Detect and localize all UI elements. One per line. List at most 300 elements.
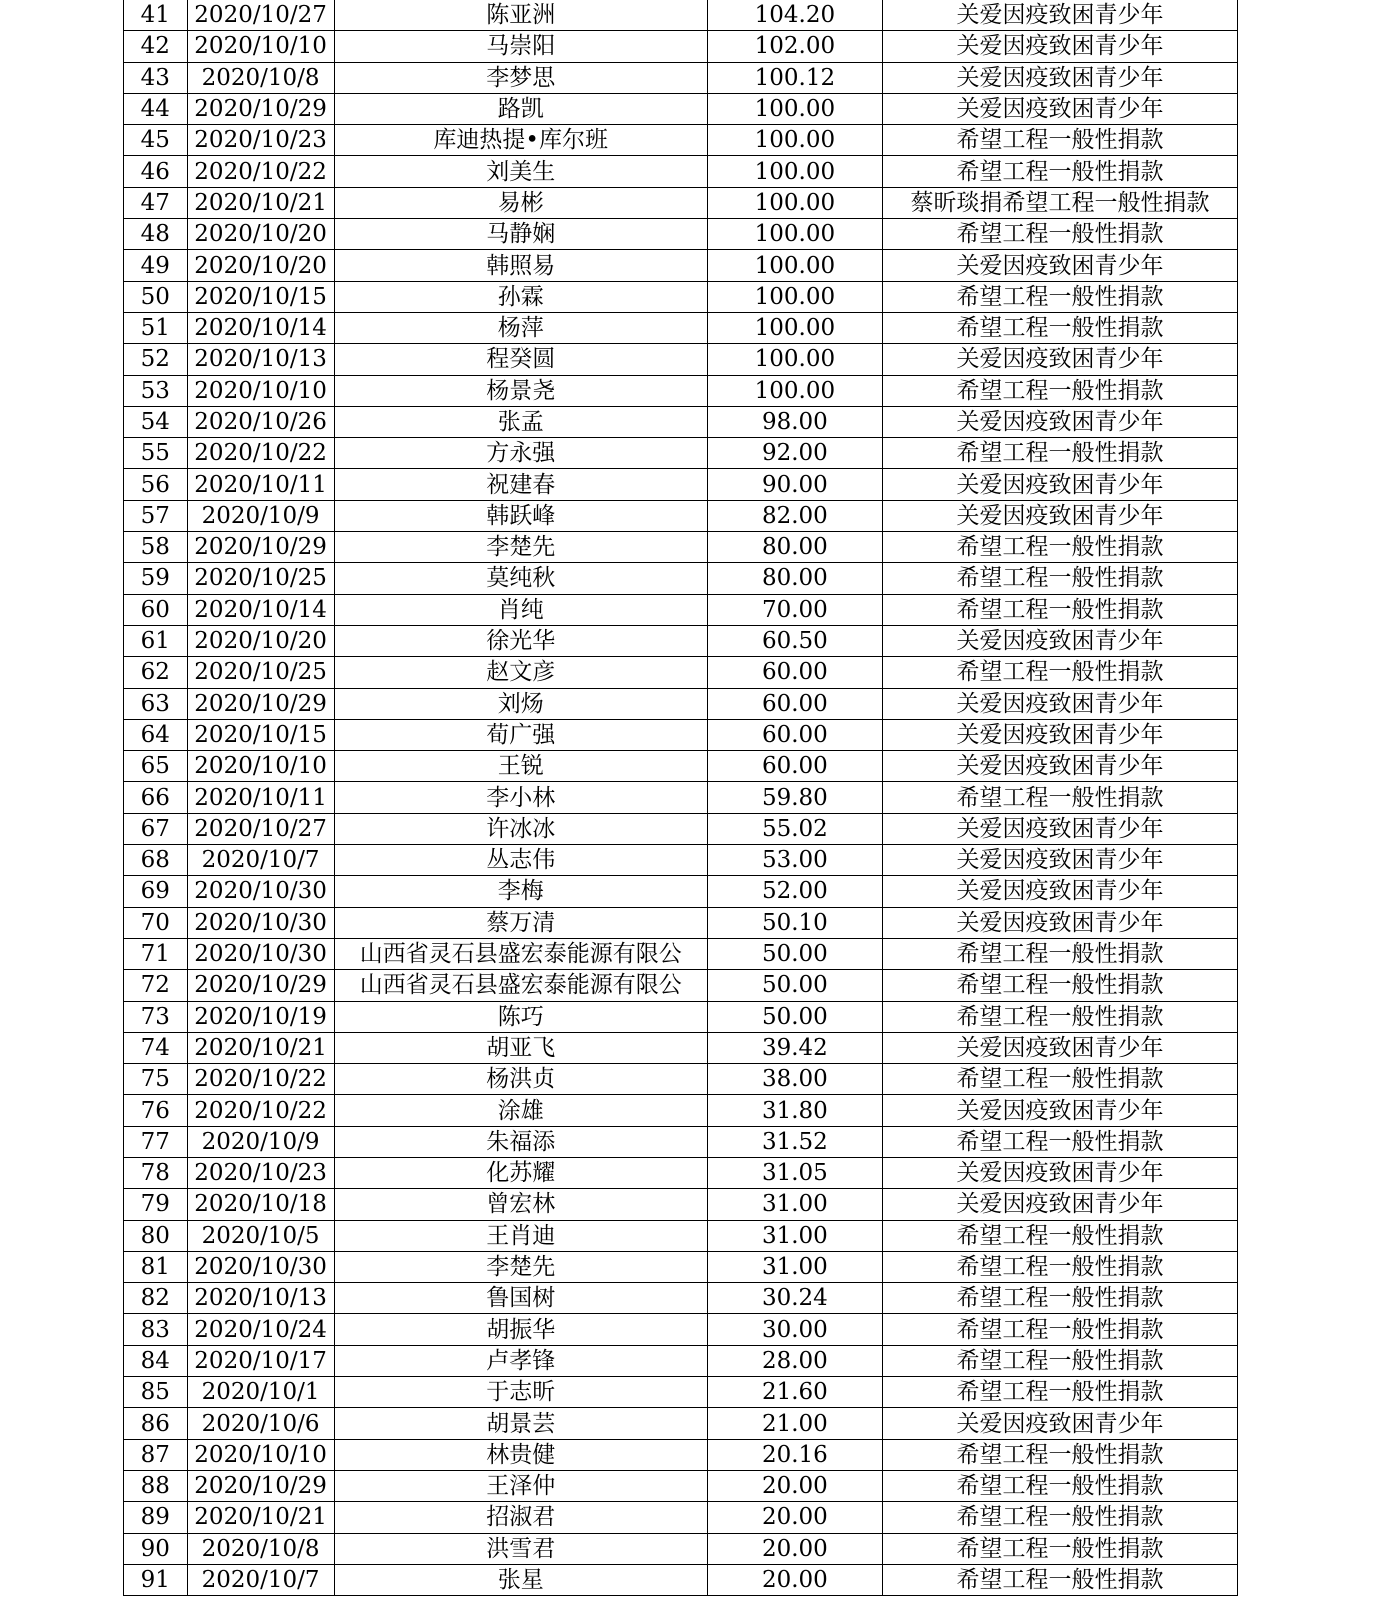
amount-cell: 20.00 — [707, 1470, 882, 1501]
table-row — [124, 1345, 1238, 1376]
donor-name-cell: 王泽仲 — [334, 1470, 707, 1501]
date-cell: 2020/10/25 — [187, 657, 334, 688]
amount-cell: 90.00 — [707, 469, 882, 500]
table-row — [124, 657, 1238, 688]
date-cell: 2020/10/21 — [187, 187, 334, 218]
row-number-cell: 56 — [124, 469, 188, 500]
amount-cell: 98.00 — [707, 406, 882, 437]
amount-cell: 70.00 — [707, 594, 882, 625]
donor-name-cell: 莫纯秋 — [334, 563, 707, 594]
row-number-cell: 64 — [124, 719, 188, 750]
donor-name-cell: 李楚先 — [334, 532, 707, 563]
donor-name-cell: 易彬 — [334, 187, 707, 218]
amount-cell: 100.00 — [707, 125, 882, 156]
amount-cell: 52.00 — [707, 876, 882, 907]
row-number-cell: 45 — [124, 125, 188, 156]
date-cell: 2020/10/29 — [187, 93, 334, 124]
purpose-cell: 关爱因疫致困青少年 — [883, 876, 1238, 907]
row-number-cell: 75 — [124, 1064, 188, 1095]
donor-name-cell: 王锐 — [334, 751, 707, 782]
date-cell: 2020/10/15 — [187, 281, 334, 312]
table-row — [124, 876, 1238, 907]
donor-name-cell: 陈巧 — [334, 1001, 707, 1032]
donor-name-cell: 山西省灵石县盛宏泰能源有限公 — [334, 970, 707, 1001]
table-row — [124, 938, 1238, 969]
purpose-cell: 关爱因疫致困青少年 — [883, 907, 1238, 938]
table-row — [124, 0, 1238, 31]
donor-name-cell: 卢孝锋 — [334, 1345, 707, 1376]
purpose-cell: 关爱因疫致困青少年 — [883, 1157, 1238, 1188]
table-row — [124, 438, 1238, 469]
table-row — [124, 281, 1238, 312]
date-cell: 2020/10/10 — [187, 31, 334, 62]
row-number-cell: 67 — [124, 813, 188, 844]
donor-name-cell: 李小林 — [334, 782, 707, 813]
purpose-cell: 希望工程一般性捐款 — [883, 1220, 1238, 1251]
amount-cell: 59.80 — [707, 782, 882, 813]
row-number-cell: 74 — [124, 1032, 188, 1063]
donor-name-cell: 李楚先 — [334, 1251, 707, 1282]
date-cell: 2020/10/7 — [187, 1564, 334, 1595]
date-cell: 2020/10/9 — [187, 500, 334, 531]
date-cell: 2020/10/22 — [187, 1095, 334, 1126]
date-cell: 2020/10/30 — [187, 938, 334, 969]
amount-cell: 60.00 — [707, 657, 882, 688]
purpose-cell: 希望工程一般性捐款 — [883, 938, 1238, 969]
amount-cell: 31.00 — [707, 1220, 882, 1251]
date-cell: 2020/10/29 — [187, 970, 334, 1001]
row-number-cell: 80 — [124, 1220, 188, 1251]
row-number-cell: 73 — [124, 1001, 188, 1032]
amount-cell: 31.80 — [707, 1095, 882, 1126]
table-row — [124, 813, 1238, 844]
purpose-cell: 希望工程一般性捐款 — [883, 375, 1238, 406]
amount-cell: 100.00 — [707, 250, 882, 281]
amount-cell: 30.00 — [707, 1314, 882, 1345]
date-cell: 2020/10/8 — [187, 1533, 334, 1564]
donor-name-cell: 韩跃峰 — [334, 500, 707, 531]
purpose-cell: 希望工程一般性捐款 — [883, 219, 1238, 250]
date-cell: 2020/10/1 — [187, 1377, 334, 1408]
donor-name-cell: 张星 — [334, 1564, 707, 1595]
purpose-cell: 希望工程一般性捐款 — [883, 1064, 1238, 1095]
donor-name-cell: 化苏耀 — [334, 1157, 707, 1188]
table-row — [124, 406, 1238, 437]
purpose-cell: 希望工程一般性捐款 — [883, 1001, 1238, 1032]
amount-cell: 31.00 — [707, 1189, 882, 1220]
row-number-cell: 78 — [124, 1157, 188, 1188]
table-row — [124, 1095, 1238, 1126]
amount-cell: 100.00 — [707, 156, 882, 187]
purpose-cell: 希望工程一般性捐款 — [883, 1314, 1238, 1345]
donor-name-cell: 马静娴 — [334, 219, 707, 250]
purpose-cell: 希望工程一般性捐款 — [883, 125, 1238, 156]
amount-cell: 20.00 — [707, 1502, 882, 1533]
amount-cell: 80.00 — [707, 563, 882, 594]
row-number-cell: 49 — [124, 250, 188, 281]
table-row — [124, 1283, 1238, 1314]
table-row — [124, 1533, 1238, 1564]
row-number-cell: 68 — [124, 845, 188, 876]
row-number-cell: 88 — [124, 1470, 188, 1501]
date-cell: 2020/10/11 — [187, 782, 334, 813]
donor-name-cell: 赵文彦 — [334, 657, 707, 688]
amount-cell: 100.00 — [707, 219, 882, 250]
amount-cell: 100.00 — [707, 375, 882, 406]
amount-cell: 31.00 — [707, 1251, 882, 1282]
date-cell: 2020/10/30 — [187, 907, 334, 938]
amount-cell: 100.00 — [707, 93, 882, 124]
table-row — [124, 156, 1238, 187]
table-row — [124, 31, 1238, 62]
purpose-cell: 关爱因疫致困青少年 — [883, 344, 1238, 375]
row-number-cell: 48 — [124, 219, 188, 250]
date-cell: 2020/10/19 — [187, 1001, 334, 1032]
purpose-cell: 希望工程一般性捐款 — [883, 970, 1238, 1001]
row-number-cell: 42 — [124, 31, 188, 62]
row-number-cell: 66 — [124, 782, 188, 813]
table-row — [124, 1439, 1238, 1470]
table-row — [124, 1564, 1238, 1595]
donor-name-cell: 山西省灵石县盛宏泰能源有限公 — [334, 938, 707, 969]
table-row — [124, 594, 1238, 625]
donor-name-cell: 陈亚洲 — [334, 0, 707, 31]
purpose-cell: 关爱因疫致困青少年 — [883, 500, 1238, 531]
row-number-cell: 41 — [124, 0, 188, 31]
purpose-cell: 希望工程一般性捐款 — [883, 1564, 1238, 1595]
row-number-cell: 53 — [124, 375, 188, 406]
table-row — [124, 500, 1238, 531]
date-cell: 2020/10/20 — [187, 250, 334, 281]
donor-name-cell: 张孟 — [334, 406, 707, 437]
table-row — [124, 625, 1238, 656]
table-row — [124, 250, 1238, 281]
date-cell: 2020/10/22 — [187, 1064, 334, 1095]
amount-cell: 82.00 — [707, 500, 882, 531]
purpose-cell: 希望工程一般性捐款 — [883, 1439, 1238, 1470]
row-number-cell: 52 — [124, 344, 188, 375]
amount-cell: 50.00 — [707, 970, 882, 1001]
row-number-cell: 72 — [124, 970, 188, 1001]
date-cell: 2020/10/14 — [187, 594, 334, 625]
table-row — [124, 1064, 1238, 1095]
row-number-cell: 90 — [124, 1533, 188, 1564]
amount-cell: 100.00 — [707, 344, 882, 375]
table-row — [124, 970, 1238, 1001]
amount-cell: 100.00 — [707, 281, 882, 312]
row-number-cell: 81 — [124, 1251, 188, 1282]
donor-name-cell: 蔡万清 — [334, 907, 707, 938]
purpose-cell: 关爱因疫致困青少年 — [883, 469, 1238, 500]
row-number-cell: 70 — [124, 907, 188, 938]
row-number-cell: 54 — [124, 406, 188, 437]
purpose-cell: 关爱因疫致困青少年 — [883, 719, 1238, 750]
amount-cell: 50.00 — [707, 938, 882, 969]
amount-cell: 60.00 — [707, 688, 882, 719]
date-cell: 2020/10/8 — [187, 62, 334, 93]
row-number-cell: 82 — [124, 1283, 188, 1314]
amount-cell: 31.05 — [707, 1157, 882, 1188]
table-row — [124, 532, 1238, 563]
amount-cell: 50.00 — [707, 1001, 882, 1032]
purpose-cell: 关爱因疫致困青少年 — [883, 1189, 1238, 1220]
date-cell: 2020/10/29 — [187, 532, 334, 563]
date-cell: 2020/10/30 — [187, 876, 334, 907]
row-number-cell: 84 — [124, 1345, 188, 1376]
table-row — [124, 1126, 1238, 1157]
amount-cell: 30.24 — [707, 1283, 882, 1314]
purpose-cell: 希望工程一般性捐款 — [883, 1345, 1238, 1376]
row-number-cell: 83 — [124, 1314, 188, 1345]
row-number-cell: 46 — [124, 156, 188, 187]
date-cell: 2020/10/29 — [187, 688, 334, 719]
table-row — [124, 1408, 1238, 1439]
amount-cell: 39.42 — [707, 1032, 882, 1063]
amount-cell: 60.00 — [707, 751, 882, 782]
table-row — [124, 62, 1238, 93]
purpose-cell: 希望工程一般性捐款 — [883, 1377, 1238, 1408]
date-cell: 2020/10/6 — [187, 1408, 334, 1439]
purpose-cell: 关爱因疫致困青少年 — [883, 813, 1238, 844]
purpose-cell: 希望工程一般性捐款 — [883, 594, 1238, 625]
table-row — [124, 1470, 1238, 1501]
purpose-cell: 希望工程一般性捐款 — [883, 312, 1238, 343]
date-cell: 2020/10/7 — [187, 845, 334, 876]
amount-cell: 38.00 — [707, 1064, 882, 1095]
donation-table — [123, 0, 1238, 1596]
table-row — [124, 1251, 1238, 1282]
amount-cell: 100.00 — [707, 187, 882, 218]
table-row — [124, 1157, 1238, 1188]
date-cell: 2020/10/27 — [187, 813, 334, 844]
date-cell: 2020/10/18 — [187, 1189, 334, 1220]
amount-cell: 50.10 — [707, 907, 882, 938]
donor-name-cell: 荀广强 — [334, 719, 707, 750]
row-number-cell: 69 — [124, 876, 188, 907]
table-row — [124, 1377, 1238, 1408]
purpose-cell: 关爱因疫致困青少年 — [883, 1408, 1238, 1439]
amount-cell: 80.00 — [707, 532, 882, 563]
donor-name-cell: 许冰冰 — [334, 813, 707, 844]
table-row — [124, 93, 1238, 124]
amount-cell: 102.00 — [707, 31, 882, 62]
date-cell: 2020/10/9 — [187, 1126, 334, 1157]
table-row — [124, 1032, 1238, 1063]
table-row — [124, 1502, 1238, 1533]
purpose-cell: 希望工程一般性捐款 — [883, 782, 1238, 813]
row-number-cell: 79 — [124, 1189, 188, 1220]
date-cell: 2020/10/13 — [187, 1283, 334, 1314]
purpose-cell: 关爱因疫致困青少年 — [883, 1032, 1238, 1063]
row-number-cell: 76 — [124, 1095, 188, 1126]
date-cell: 2020/10/26 — [187, 406, 334, 437]
amount-cell: 100.12 — [707, 62, 882, 93]
date-cell: 2020/10/17 — [187, 1345, 334, 1376]
donor-name-cell: 胡景芸 — [334, 1408, 707, 1439]
table-row — [124, 1314, 1238, 1345]
row-number-cell: 51 — [124, 312, 188, 343]
donor-name-cell: 孙霖 — [334, 281, 707, 312]
purpose-cell: 关爱因疫致困青少年 — [883, 31, 1238, 62]
date-cell: 2020/10/20 — [187, 219, 334, 250]
amount-cell: 21.60 — [707, 1377, 882, 1408]
row-number-cell: 44 — [124, 93, 188, 124]
table-row — [124, 312, 1238, 343]
donor-name-cell: 杨萍 — [334, 312, 707, 343]
purpose-cell: 希望工程一般性捐款 — [883, 1126, 1238, 1157]
table-row — [124, 782, 1238, 813]
amount-cell: 60.50 — [707, 625, 882, 656]
date-cell: 2020/10/24 — [187, 1314, 334, 1345]
purpose-cell: 希望工程一般性捐款 — [883, 281, 1238, 312]
donor-name-cell: 于志昕 — [334, 1377, 707, 1408]
table-row — [124, 187, 1238, 218]
purpose-cell: 希望工程一般性捐款 — [883, 657, 1238, 688]
date-cell: 2020/10/21 — [187, 1032, 334, 1063]
table-row — [124, 1220, 1238, 1251]
donor-name-cell: 涂雄 — [334, 1095, 707, 1126]
table-row — [124, 563, 1238, 594]
donor-name-cell: 徐光华 — [334, 625, 707, 656]
table-row — [124, 688, 1238, 719]
donor-name-cell: 李梦思 — [334, 62, 707, 93]
row-number-cell: 55 — [124, 438, 188, 469]
date-cell: 2020/10/29 — [187, 1470, 334, 1501]
amount-cell: 60.00 — [707, 719, 882, 750]
amount-cell: 20.00 — [707, 1564, 882, 1595]
donor-name-cell: 杨景尧 — [334, 375, 707, 406]
donor-name-cell: 路凯 — [334, 93, 707, 124]
table-body — [124, 0, 1238, 1596]
donor-name-cell: 王肖迪 — [334, 1220, 707, 1251]
date-cell: 2020/10/10 — [187, 751, 334, 782]
donor-name-cell: 招淑君 — [334, 1502, 707, 1533]
donor-name-cell: 胡振华 — [334, 1314, 707, 1345]
date-cell: 2020/10/15 — [187, 719, 334, 750]
date-cell: 2020/10/21 — [187, 1502, 334, 1533]
table-row — [124, 469, 1238, 500]
purpose-cell: 希望工程一般性捐款 — [883, 438, 1238, 469]
row-number-cell: 77 — [124, 1126, 188, 1157]
purpose-cell: 希望工程一般性捐款 — [883, 1502, 1238, 1533]
donor-name-cell: 祝建春 — [334, 469, 707, 500]
donor-name-cell: 曾宏林 — [334, 1189, 707, 1220]
purpose-cell: 关爱因疫致困青少年 — [883, 688, 1238, 719]
date-cell: 2020/10/5 — [187, 1220, 334, 1251]
table-row — [124, 1189, 1238, 1220]
purpose-cell: 关爱因疫致困青少年 — [883, 93, 1238, 124]
donor-name-cell: 韩照易 — [334, 250, 707, 281]
date-cell: 2020/10/10 — [187, 375, 334, 406]
date-cell: 2020/10/27 — [187, 0, 334, 31]
purpose-cell: 关爱因疫致困青少年 — [883, 0, 1238, 31]
purpose-cell: 希望工程一般性捐款 — [883, 156, 1238, 187]
row-number-cell: 89 — [124, 1502, 188, 1533]
donor-name-cell: 胡亚飞 — [334, 1032, 707, 1063]
date-cell: 2020/10/13 — [187, 344, 334, 375]
row-number-cell: 63 — [124, 688, 188, 719]
row-number-cell: 47 — [124, 187, 188, 218]
purpose-cell: 关爱因疫致困青少年 — [883, 62, 1238, 93]
purpose-cell: 希望工程一般性捐款 — [883, 1470, 1238, 1501]
row-number-cell: 50 — [124, 281, 188, 312]
purpose-cell: 关爱因疫致困青少年 — [883, 751, 1238, 782]
row-number-cell: 87 — [124, 1439, 188, 1470]
purpose-cell: 关爱因疫致困青少年 — [883, 406, 1238, 437]
donor-name-cell: 鲁国树 — [334, 1283, 707, 1314]
amount-cell: 21.00 — [707, 1408, 882, 1439]
table-row — [124, 845, 1238, 876]
table-row — [124, 751, 1238, 782]
purpose-cell: 希望工程一般性捐款 — [883, 1533, 1238, 1564]
donor-name-cell: 刘美生 — [334, 156, 707, 187]
row-number-cell: 91 — [124, 1564, 188, 1595]
table-row — [124, 125, 1238, 156]
donor-name-cell: 库迪热提•库尔班 — [334, 125, 707, 156]
purpose-cell: 关爱因疫致困青少年 — [883, 250, 1238, 281]
donor-name-cell: 李梅 — [334, 876, 707, 907]
date-cell: 2020/10/22 — [187, 156, 334, 187]
table-row — [124, 219, 1238, 250]
amount-cell: 100.00 — [707, 312, 882, 343]
purpose-cell: 关爱因疫致困青少年 — [883, 1095, 1238, 1126]
donor-name-cell: 程癸圆 — [334, 344, 707, 375]
date-cell: 2020/10/30 — [187, 1251, 334, 1282]
donor-name-cell: 杨洪贞 — [334, 1064, 707, 1095]
purpose-cell: 希望工程一般性捐款 — [883, 563, 1238, 594]
date-cell: 2020/10/25 — [187, 563, 334, 594]
donor-name-cell: 刘炀 — [334, 688, 707, 719]
date-cell: 2020/10/20 — [187, 625, 334, 656]
amount-cell: 55.02 — [707, 813, 882, 844]
table-row — [124, 719, 1238, 750]
purpose-cell: 关爱因疫致困青少年 — [883, 845, 1238, 876]
row-number-cell: 60 — [124, 594, 188, 625]
row-number-cell: 59 — [124, 563, 188, 594]
amount-cell: 28.00 — [707, 1345, 882, 1376]
date-cell: 2020/10/11 — [187, 469, 334, 500]
amount-cell: 92.00 — [707, 438, 882, 469]
date-cell: 2020/10/23 — [187, 125, 334, 156]
row-number-cell: 62 — [124, 657, 188, 688]
date-cell: 2020/10/14 — [187, 312, 334, 343]
purpose-cell: 蔡昕琰捐希望工程一般性捐款 — [883, 187, 1238, 218]
amount-cell: 31.52 — [707, 1126, 882, 1157]
row-number-cell: 58 — [124, 532, 188, 563]
donor-name-cell: 丛志伟 — [334, 845, 707, 876]
row-number-cell: 85 — [124, 1377, 188, 1408]
donor-name-cell: 马崇阳 — [334, 31, 707, 62]
donor-name-cell: 朱福添 — [334, 1126, 707, 1157]
amount-cell: 20.00 — [707, 1533, 882, 1564]
row-number-cell: 61 — [124, 625, 188, 656]
donor-name-cell: 洪雪君 — [334, 1533, 707, 1564]
row-number-cell: 57 — [124, 500, 188, 531]
purpose-cell: 希望工程一般性捐款 — [883, 1283, 1238, 1314]
purpose-cell: 关爱因疫致困青少年 — [883, 625, 1238, 656]
purpose-cell: 希望工程一般性捐款 — [883, 532, 1238, 563]
amount-cell: 53.00 — [707, 845, 882, 876]
amount-cell: 104.20 — [707, 0, 882, 31]
donor-name-cell: 方永强 — [334, 438, 707, 469]
row-number-cell: 71 — [124, 938, 188, 969]
row-number-cell: 86 — [124, 1408, 188, 1439]
purpose-cell: 希望工程一般性捐款 — [883, 1251, 1238, 1282]
date-cell: 2020/10/23 — [187, 1157, 334, 1188]
row-number-cell: 43 — [124, 62, 188, 93]
date-cell: 2020/10/10 — [187, 1439, 334, 1470]
table-row — [124, 375, 1238, 406]
